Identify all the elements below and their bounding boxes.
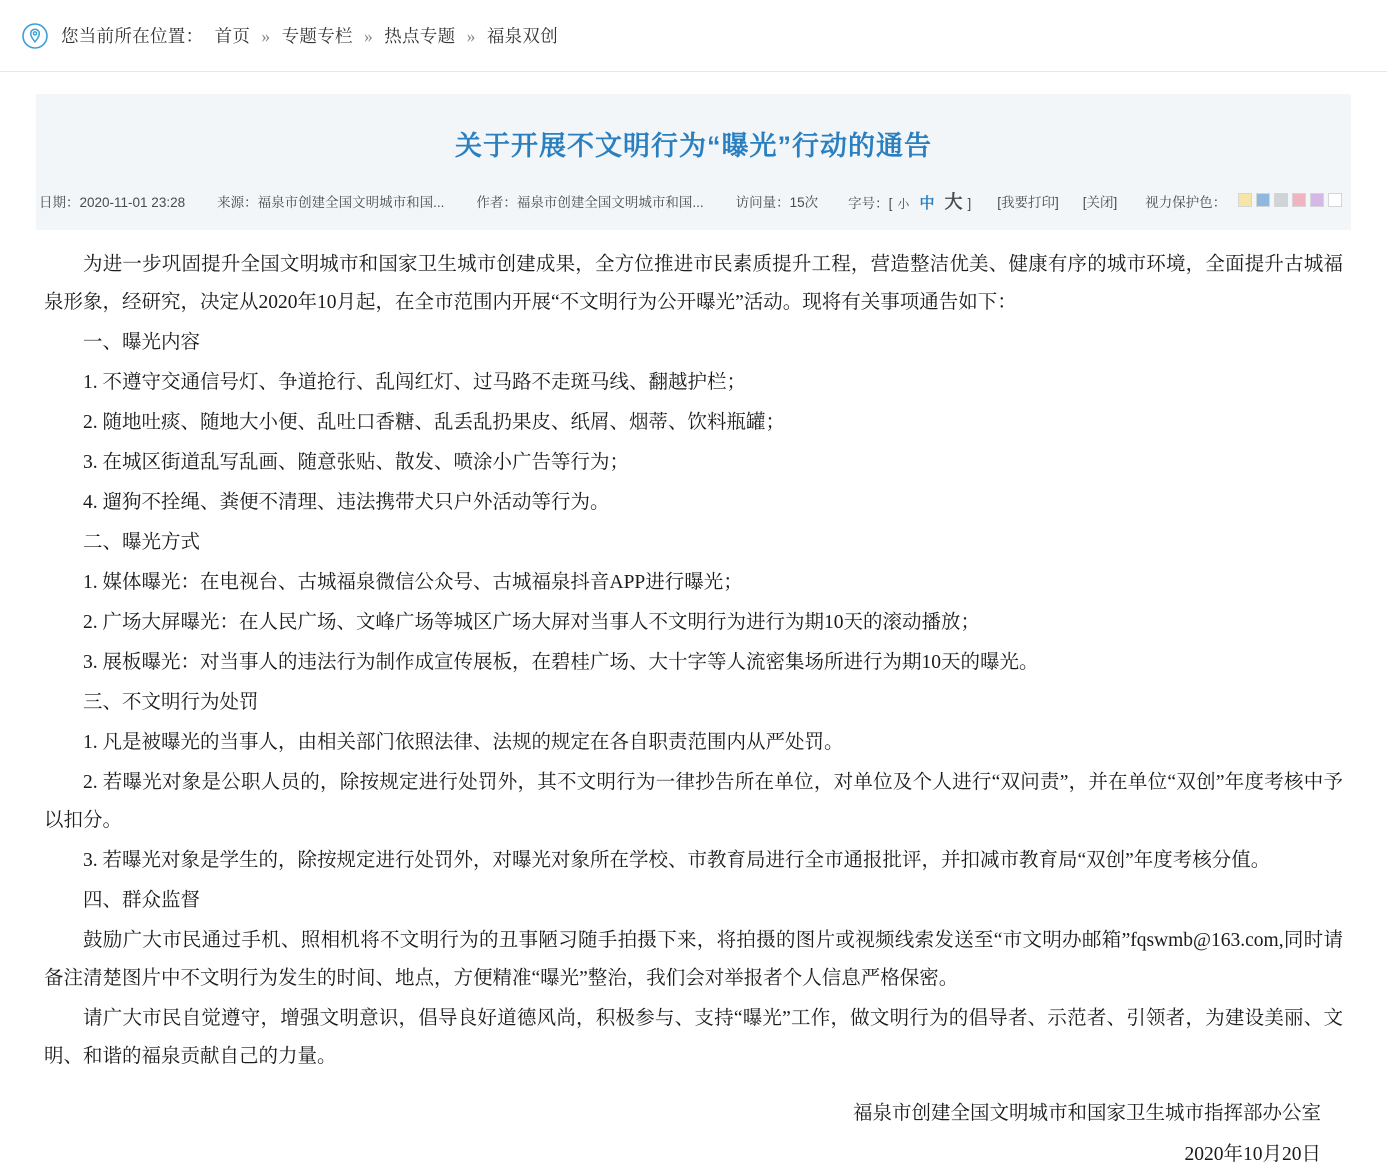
breadcrumb-item-hot-topic[interactable]: 热点专题 — [384, 26, 456, 46]
font-size-small-button[interactable]: 小 — [897, 196, 910, 211]
color-swatch-white[interactable] — [1328, 193, 1342, 207]
meta-date-label: 日期： — [39, 194, 80, 210]
meta-views-label: 访问量： — [735, 194, 790, 210]
page-title: 关于开展不文明行为“曝光”行动的通告 — [455, 131, 932, 161]
bracket-right: ] — [967, 195, 972, 211]
article-section-heading: 四、群众监督 — [83, 890, 201, 912]
article-meta-row — [39, 188, 1331, 230]
breadcrumb-label: 您当前所在位置： — [61, 26, 204, 46]
breadcrumb-item-home[interactable]: 首页 — [214, 26, 251, 46]
close-button[interactable]: [关闭] — [1082, 194, 1118, 210]
article-section-heading: 二、曝光方式 — [83, 531, 201, 553]
breadcrumb-bar — [0, 0, 1387, 72]
article-paragraph: 鼓励广大市民通过手机、照相机将不文明行为的丑事陋习随手拍摄下来，将拍摄的图片或视频线索发送至“市文明办邮箱”fqswmb@163.com,同时请备注清楚图片中不文明行为发生的时间、地点，方便精准“曝光”整治，我们会对举报者个人信息严格保密。 — [44, 930, 1343, 990]
color-swatch-purple[interactable] — [1310, 193, 1324, 207]
meta-source — [217, 191, 444, 211]
breadcrumb-item-special-column[interactable]: 专题专栏 — [281, 26, 353, 46]
article-list-item: 2. 随地吐痰、随地大小便、乱吐口香糖、乱丢乱扔果皮、纸屑、烟蒂、饮料瓶罐； — [83, 411, 786, 433]
article-list-item: 1. 不遵守交通信号灯、争道抢行、乱闯红灯、过马路不走斑马线、翻越护栏； — [83, 371, 747, 393]
signature-organization: 福泉市创建全国文明城市和国家卫生城市指挥部办公室 — [852, 1103, 1321, 1125]
signature-date: 2020年10月20日 — [1184, 1144, 1321, 1166]
meta-views — [736, 191, 819, 211]
meta-source-label: 来源： — [217, 194, 258, 210]
eye-protection-label: 视力保护色： — [1145, 194, 1227, 210]
eye-protection-color-group — [1145, 191, 1342, 211]
article-paragraph: 请广大市民自觉遵守，增强文明意识，倡导良好道德风尚，积极参与、支持“曝光”工作，做文明行为的倡导者、示范者、引领者，为建设美丽、文明、和谐的福泉贡献自己的力量。 — [44, 1008, 1343, 1068]
font-size-medium-button[interactable]: 中 — [919, 194, 935, 212]
article-signature-block — [44, 1094, 1343, 1176]
color-swatch-pink[interactable] — [1292, 193, 1306, 207]
meta-author-label: 作者： — [476, 194, 517, 210]
article-list-item: 1. 媒体曝光：在电视台、古城福泉微信公众号、古城福泉抖音APP进行曝光； — [83, 571, 743, 593]
article-list-item: 3. 若曝光对象是学生的，除按规定进行处罚外，对曝光对象所在学校、市教育局进行全市通报批评，并扣减市教育局“双创”年度考核分值。 — [83, 850, 1271, 872]
breadcrumb — [61, 23, 558, 48]
meta-author — [476, 191, 703, 211]
breadcrumb-separator: » — [466, 26, 476, 46]
meta-author-value: 福泉市创建全国文明城市和国... — [516, 194, 704, 210]
color-swatch-yellow[interactable] — [1238, 193, 1252, 207]
article-list-item: 2. 若曝光对象是公职人员的，除按规定进行处罚外，其不文明行为一律抄告所在单位，对单位及个人进行“双问责”，并在单位“双创”年度考核中予以扣分。 — [44, 772, 1343, 832]
article-list-item: 4. 遛狗不拴绳、粪便不清理、违法携带犬只户外活动等行为。 — [83, 491, 610, 513]
color-swatch-gray[interactable] — [1274, 193, 1288, 207]
article-list-item: 3. 在城区街道乱写乱画、随意张贴、散发、喷涂小广告等行为； — [83, 451, 630, 473]
font-size-large-button[interactable]: 大 — [944, 191, 963, 212]
article-header — [36, 94, 1351, 230]
article-section-heading: 三、不文明行为处罚 — [83, 691, 259, 713]
article-section-heading: 一、曝光内容 — [83, 331, 201, 353]
breadcrumb-separator: » — [261, 26, 271, 46]
content-wrapper — [0, 72, 1387, 1176]
font-size-label: 字号： — [848, 195, 889, 211]
meta-views-value: 15次 — [789, 194, 819, 210]
article-list-item: 2. 广场大屏曝光：在人民广场、文峰广场等城区广场大屏对当事人不文明行为进行为期10天的滚动播放； — [83, 611, 981, 633]
meta-date — [39, 191, 185, 211]
location-pin-icon — [22, 23, 48, 49]
article-list-item: 1. 凡是被曝光的当事人，由相关部门依照法律、法规的规定在各自职责范围内从严处罚。 — [83, 731, 844, 753]
meta-source-value: 福泉市创建全国文明城市和国... — [257, 194, 445, 210]
breadcrumb-item-fuquan[interactable]: 福泉双创 — [486, 26, 559, 46]
breadcrumb-separator: » — [363, 26, 374, 46]
meta-date-value: 2020-11-01 23:28 — [79, 194, 186, 210]
article-list-item: 3. 展板曝光：对当事人的违法行为制作成宣传展板，在碧桂广场、大十字等人流密集场所进行为期10天的曝光。 — [83, 651, 1039, 673]
color-swatch-list — [1238, 193, 1342, 207]
color-swatch-blue[interactable] — [1256, 193, 1270, 207]
bracket-left: [ — [888, 195, 893, 211]
article-paragraph: 为进一步巩固提升全国文明城市和国家卫生城市创建成果，全方位推进市民素质提升工程，营造整洁优美、健康有序的城市环境，全面提升古城福泉形象，经研究，决定从2020年10月起，在全市范围内开展“不文明行为公开曝光”活动。现将有关事项通告如下： — [44, 253, 1343, 313]
print-button[interactable]: [我要打印] — [997, 194, 1059, 210]
article-body — [36, 230, 1351, 1176]
font-size-selector — [848, 188, 971, 214]
